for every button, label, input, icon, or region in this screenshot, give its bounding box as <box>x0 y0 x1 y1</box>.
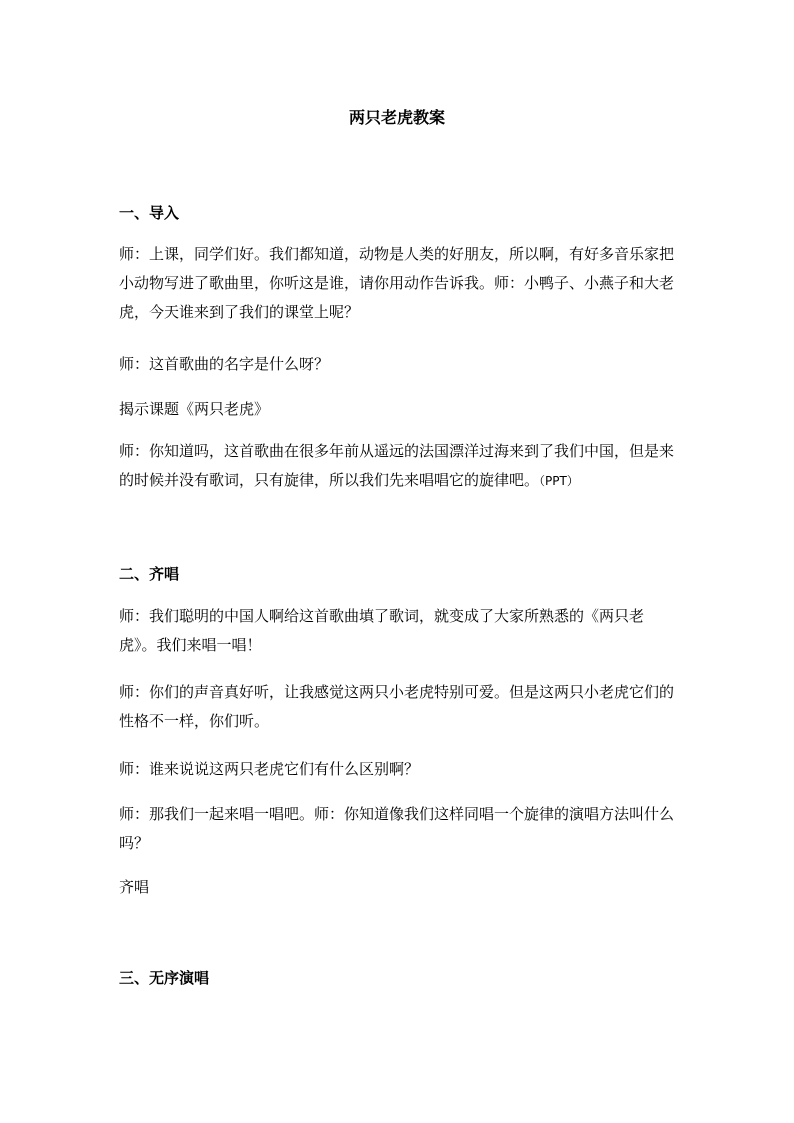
paragraph: 师：上课，同学们好。我们都知道，动物是人类的好朋友，所以啊，有好多音乐家把小动物写进了歌曲里，你听这是谁，请你用动作告诉我。师：小鸭子、小燕子和大老虎，今天谁来到了我们的课堂上呢？ <box>119 245 675 321</box>
ppt-tag: （PPT） <box>539 474 579 488</box>
paragraph: 师：那我们一起来唱一唱吧。师：你知道像我们这样同唱一个旋律的演唱方法叫什么吗？ <box>119 805 675 852</box>
paragraph: 师：谁来说说这两只老虎它们有什么区别啊？ <box>119 760 420 778</box>
paragraph: 师：这首歌曲的名字是什么呀？ <box>119 355 330 373</box>
paragraph-text: 师：你知道吗，这首歌曲在很多年前从遥远的法国漂洋过海来到了我们中国，但是来的时候并没有歌词，只有旋律，所以我们先来唱唱它的旋律吧。 <box>119 442 675 489</box>
paragraph: 揭示课题《两只老虎》 <box>119 400 270 418</box>
section-heading-unison: 二、齐唱 <box>119 565 180 583</box>
paragraph: 师：我们聪明的中国人啊给这首歌曲填了歌词，就变成了大家所熟悉的《两只老虎》。我们来唱一唱！ <box>119 607 645 654</box>
section-heading-intro: 一、导入 <box>119 204 180 222</box>
paragraph <box>119 437 677 496</box>
paragraph: 师：你们的声音真好听，让我感觉这两只小老虎特别可爱。但是这两只小老虎它们的性格不一样，你们听。 <box>119 683 675 730</box>
section-heading-unordered-singing: 三、无序演唱 <box>119 969 210 987</box>
document-title: 两只老虎教案 <box>348 108 445 127</box>
paragraph: 齐唱 <box>119 878 150 896</box>
